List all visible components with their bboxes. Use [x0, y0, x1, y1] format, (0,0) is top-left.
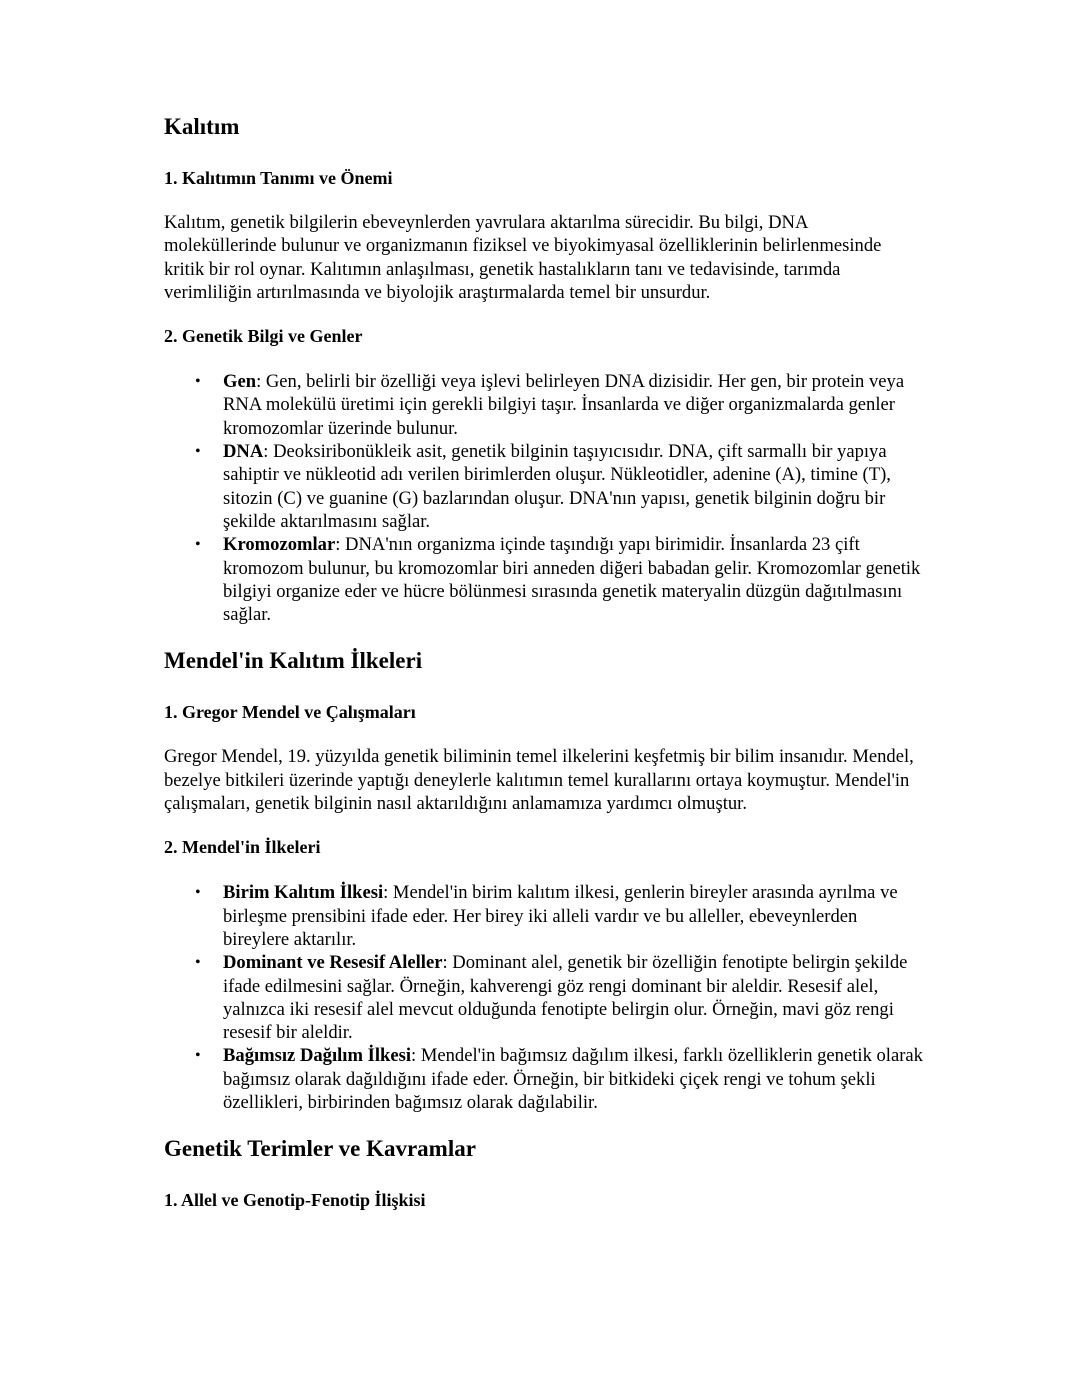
list-item — [223, 440, 924, 533]
list-item-term: Dominant ve Resesif Aleller — [223, 952, 443, 974]
list-item-term: Gen — [223, 371, 257, 393]
list-item — [223, 951, 924, 1044]
list-item-term: Birim Kalıtım İlkesi — [223, 882, 384, 904]
list-item — [223, 370, 924, 440]
subsection-heading: 2. Mendel'in İlkeleri — [164, 837, 321, 858]
section-title: Mendel'in Kalıtım İlkeleri — [164, 648, 423, 674]
section-title: Genetik Terimler ve Kavramlar — [164, 1136, 476, 1162]
paragraph: Gregor Mendel, 19. yüzyılda genetik biliminin temel ilkelerini keşfetmiş bir bilim insanıdır. Mendel, bezelye bitkileri üzerinde yaptığı deneylerle kalıtımın temel kurallarını ortaya koymuştur. Mendel'in çalışmaları, genetik bilginin nasıl aktarıldığını anlamamıza yardımcı olmuştur. — [164, 746, 914, 815]
bullet-list — [164, 881, 924, 1114]
list-item — [223, 1044, 924, 1114]
subsection-heading: 1. Allel ve Genotip-Fenotip İlişkisi — [164, 1190, 426, 1211]
list-item-text: : DNA'nın organizma içinde taşındığı yapı birimidir. İnsanlarda 23 çift kromozom bulunur, bu kromozomlar biri anneden diğeri babadan gelir. Kromozomlar genetik bilgiyi organize eder ve hücre bölünmesi sırasında genetik materyalin düzgün dağıtılmasını sağlar. — [223, 534, 921, 626]
subsection-heading: 2. Genetik Bilgi ve Genler — [164, 326, 363, 347]
list-item-term: DNA — [223, 441, 264, 463]
list-item-text: : Dominant alel, genetik bir özelliğin fenotipte belirgin şekilde ifade edilmesini sağlar. Örneğin, kahverengi göz rengi dominant bir aleldir. Resesif alel, yalnızca iki resesif alel mevcut olduğunda fenotipte belirgin olur. Örneğin, mavi göz rengi resesif bir aleldir. — [223, 952, 908, 1044]
list-item-text: : Gen, belirli bir özelliği veya işlevi belirleyen DNA dizisidir. Her gen, bir protein veya RNA molekülü üretimi için gerekli bilgiyi taşır. İnsanlarda ve diğer organizmalarda genler kromozomlar üzerinde bulunur. — [223, 371, 905, 439]
section-title: Kalıtım — [164, 114, 240, 139]
paragraph: Kalıtım, genetik bilgilerin ebeveynlerden yavrulara aktarılma sürecidir. Bu bilgi, DNA moleküllerinde bulunur ve organizmanın fiziksel ve biyokimyasal özelliklerinin belirlenmesinde kritik bir rol oynar. Kalıtımın anlaşılması, genetik hastalıkların tanı ve tedavisinde, tarımda verimliliğin artırılmasında ve biyolojik araştırmalarda temel bir unsurdur. — [164, 212, 882, 303]
bullet-list — [164, 370, 924, 626]
subsection-heading: 1. Kalıtımın Tanımı ve Önemi — [164, 168, 393, 188]
document-page — [164, 112, 924, 1212]
list-item-text: : Deoksiribonükleik asit, genetik bilginin taşıyıcısıdır. DNA, çift sarmallı bir yapıya sahiptir ve nükleotid adı verilen birimlerden oluşur. Nükleotidler, adenine (A), timine (T), sitozin (C) ve guanine (G) bazlarından oluşur. DNA'nın yapısı, genetik bilginin doğru bir şekilde aktarılmasını sağlar. — [223, 441, 891, 532]
list-item-text: : Mendel'in bağımsız dağılım ilkesi, farklı özelliklerin genetik olarak bağımsız olarak dağıldığını ifade eder. Örneğin, bir bitkideki çiçek rengi ve tohum şekli özellikleri, birbirinden bağımsız olarak dağılabilir. — [223, 1045, 923, 1114]
list-item — [223, 881, 924, 951]
list-item-term: Bağımsız Dağılım İlkesi — [223, 1045, 412, 1067]
list-item-text: : Mendel'in birim kalıtım ilkesi, genlerin bireyler arasında ayrılma ve birleşme prensibini ifade eder. Her birey iki alleli vardır ve bu alleller, ebeveynlerden bireylere aktarılır. — [223, 882, 898, 950]
subsection-heading: 1. Gregor Mendel ve Çalışmaları — [164, 702, 416, 723]
list-item-term: Kromozomlar — [223, 534, 336, 556]
list-item — [223, 533, 924, 626]
